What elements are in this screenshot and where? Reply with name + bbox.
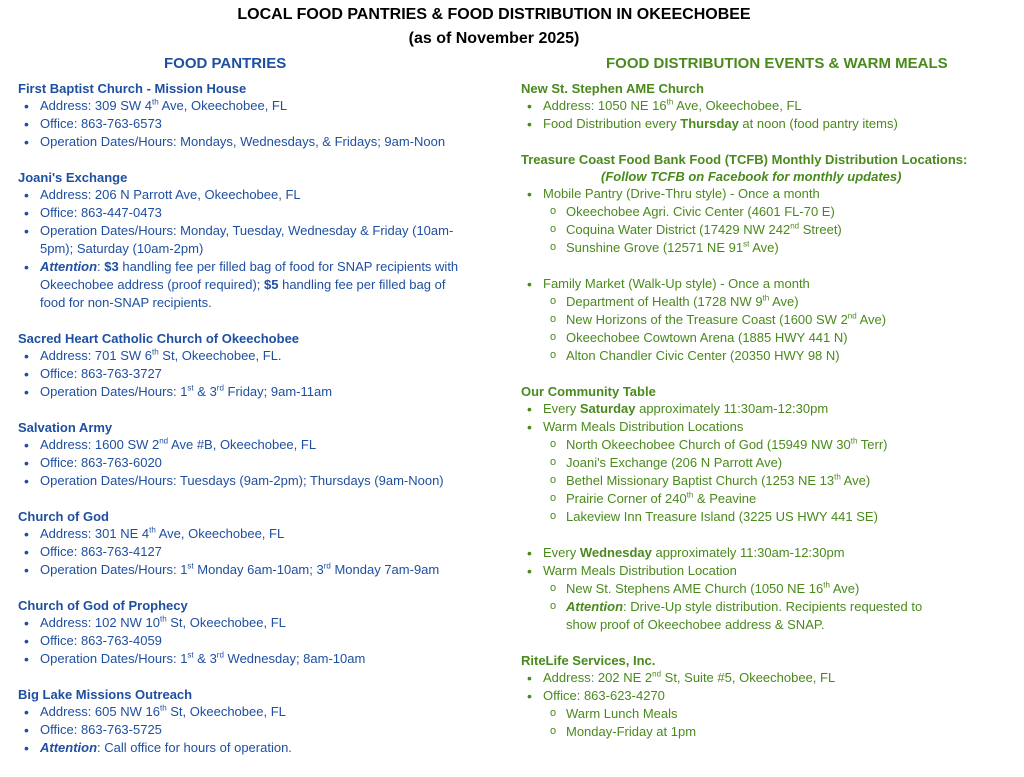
attention-note (521, 598, 1001, 634)
pantry-address: • Address: 309 SW 4th Ave, Okeechobee, FL (18, 97, 513, 115)
location-item: o New St. Stephens AME Church (1050 NE 16th Ave) (521, 580, 1001, 598)
pantry-name: First Baptist Church - Mission House (18, 81, 247, 96)
pantry-name: Big Lake Missions Outreach (18, 687, 193, 702)
food-pantries-column (18, 54, 513, 775)
saturday-schedule (521, 400, 1001, 418)
schedule-day: Thursday (680, 116, 739, 131)
location-item: o North Okeechobee Church of God (15949 NW 30th Terr) (521, 436, 1001, 454)
schedule-time: approximately 11:30am-12:30pm (635, 401, 829, 416)
event-name: New St. Stephen AME Church (521, 81, 704, 96)
location-item: o Lakeview Inn Treasure Island (3225 US HWY 441 SE) (521, 508, 1001, 526)
attention-text-2: Okeechobee address (proof required); (40, 277, 265, 292)
schedule-text: Food Distribution every (543, 116, 681, 131)
pantry-attention-note (18, 739, 513, 757)
hours-line-1: Operation Dates/Hours: Monday, Tuesday, Wednesday & Friday (10am- (40, 223, 454, 238)
event-tcfb (521, 151, 1001, 365)
facebook-note: (Follow TCFB on Facebook for monthly updates) (601, 169, 902, 184)
pantry-office: • Office: 863-763-4127 (18, 543, 513, 561)
attention-text-2: show proof of Okeechobee address & SNAP. (566, 617, 825, 632)
attention-label: Attention (40, 740, 98, 755)
pantry-big-lake-missions (18, 686, 513, 757)
pantry-hours (18, 222, 513, 258)
schedule-text: Every (543, 545, 580, 560)
pantry-hours: • Operation Dates/Hours: 1st Monday 6am-10am; 3rd Monday 7am-9am (18, 561, 513, 579)
attention-text-4: food for non-SNAP recipients. (40, 295, 212, 310)
fee-snap: $3 (104, 259, 119, 274)
event-our-community-table (521, 383, 1001, 634)
pantry-hours: • Operation Dates/Hours: Tuesdays (9am-2pm); Thursdays (9am-Noon) (18, 472, 513, 490)
wednesday-schedule (521, 544, 1001, 562)
pantry-name: Salvation Army (18, 420, 113, 435)
event-address: • Address: 202 NE 2nd St, Suite #5, Okeechobee, FL (521, 669, 1001, 687)
food-pantries-heading: FOOD PANTRIES (164, 55, 287, 72)
pantry-name: Church of God (18, 509, 109, 524)
attention-label: Attention (40, 259, 98, 274)
event-schedule (521, 115, 1001, 133)
location-item: o Sunshine Grove (12571 NE 91st Ave) (521, 239, 1001, 257)
pantry-name: Church of God of Prophecy (18, 598, 188, 613)
location-item: o Joani's Exchange (206 N Parrott Ave) (521, 454, 1001, 472)
pantry-church-of-god-prophecy (18, 597, 513, 668)
pantry-attention-note (18, 258, 513, 312)
schedule-day: Wednesday (579, 545, 652, 560)
schedule-time: approximately 11:30am-12:30pm (651, 545, 845, 560)
attention-text-1: : Drive-Up style distribution. Recipients requested to (623, 599, 923, 614)
attention-text-1: handling fee per filled bag of food for SNAP recipients with (118, 259, 459, 274)
pantry-office: • Office: 863-447-0473 (18, 204, 513, 222)
pantry-joanis-exchange (18, 169, 513, 312)
schedule-time: at noon (food pantry items) (738, 116, 898, 131)
page-title: LOCAL FOOD PANTRIES & FOOD DISTRIBUTION IN OKEECHOBEE (237, 6, 751, 23)
pantry-hours: • Operation Dates/Hours: Mondays, Wednesdays, & Fridays; 9am-Noon (18, 133, 513, 151)
pantry-hours: • Operation Dates/Hours: 1st & 3rd Wednesday; 8am-10am (18, 650, 513, 668)
hours-line-2: 5pm); Saturday (10am-2pm) (40, 241, 204, 256)
family-market-label: • Family Market (Walk-Up style) - Once a month (521, 275, 1001, 293)
distribution-heading: FOOD DISTRIBUTION EVENTS & WARM MEALS (606, 55, 948, 72)
location-item: o Okeechobee Agri. Civic Center (4601 FL-70 E) (521, 203, 1001, 221)
pantry-hours: • Operation Dates/Hours: 1st & 3rd Friday; 9am-11am (18, 383, 513, 401)
event-new-st-stephen (521, 80, 1001, 133)
attention-label: Attention (566, 599, 624, 614)
pantry-church-of-god (18, 508, 513, 579)
pantry-address: • Address: 301 NE 4th Ave, Okeechobee, FL (18, 525, 513, 543)
pantry-address: • Address: 605 NW 16th St, Okeechobee, FL (18, 703, 513, 721)
location-item: o Bethel Missionary Baptist Church (1253 NE 13th Ave) (521, 472, 1001, 490)
mobile-pantry-label: • Mobile Pantry (Drive-Thru style) - Once a month (521, 185, 1001, 203)
event-office: • Office: 863-623-4270 (521, 687, 1001, 705)
event-name: Treasure Coast Food Bank Food (TCFB) Monthly Distribution Locations: (521, 152, 968, 167)
pantry-name: Joani's Exchange (18, 170, 128, 185)
pantry-address: • Address: 701 SW 6th St, Okeechobee, FL. (18, 347, 513, 365)
pantry-office: • Office: 863-763-3727 (18, 365, 513, 383)
pantry-office: • Office: 863-763-6020 (18, 454, 513, 472)
warm-meals-location-label: • Warm Meals Distribution Location (521, 562, 1001, 580)
attention-text: : Call office for hours of operation. (97, 740, 292, 755)
location-item: o New Horizons of the Treasure Coast (1600 SW 2nd Ave) (521, 311, 1001, 329)
location-item: o Okeechobee Cowtown Arena (1885 HWY 441 N) (521, 329, 1001, 347)
attention-sep: : (97, 259, 105, 274)
distribution-column (521, 54, 1001, 759)
pantry-address: • Address: 206 N Parrott Ave, Okeechobee, FL (18, 186, 513, 204)
service-item: o Warm Lunch Meals (521, 705, 1001, 723)
pantry-address: • Address: 102 NW 10th St, Okeechobee, FL (18, 614, 513, 632)
location-item: o Department of Health (1728 NW 9th Ave) (521, 293, 1001, 311)
event-name: Our Community Table (521, 384, 656, 399)
attention-text-3: handling fee per filled bag of (278, 277, 446, 292)
event-address: • Address: 1050 NE 16th Ave, Okeechobee, FL (521, 97, 1001, 115)
location-item: o Coquina Water District (17429 NW 242nd Street) (521, 221, 1001, 239)
pantry-office: • Office: 863-763-5725 (18, 721, 513, 739)
page-subtitle: (as of November 2025) (408, 30, 580, 47)
schedule-day: Saturday (579, 401, 636, 416)
pantry-salvation-army (18, 419, 513, 490)
warm-meals-locations-label: • Warm Meals Distribution Locations (521, 418, 1001, 436)
service-item: o Monday-Friday at 1pm (521, 723, 1001, 741)
location-item: o Prairie Corner of 240th & Peavine (521, 490, 1001, 508)
pantry-sacred-heart (18, 330, 513, 401)
event-name: RiteLife Services, Inc. (521, 653, 656, 668)
pantry-address: • Address: 1600 SW 2nd Ave #B, Okeechobee, FL (18, 436, 513, 454)
fee-non-snap: $5 (264, 277, 279, 292)
event-ritelife (521, 652, 1001, 741)
pantry-name: Sacred Heart Catholic Church of Okeechobee (18, 331, 300, 346)
pantry-office: • Office: 863-763-6573 (18, 115, 513, 133)
location-item: o Alton Chandler Civic Center (20350 HWY 98 N) (521, 347, 1001, 365)
pantry-office: • Office: 863-763-4059 (18, 632, 513, 650)
pantry-first-baptist (18, 80, 513, 151)
schedule-text: Every (543, 401, 580, 416)
